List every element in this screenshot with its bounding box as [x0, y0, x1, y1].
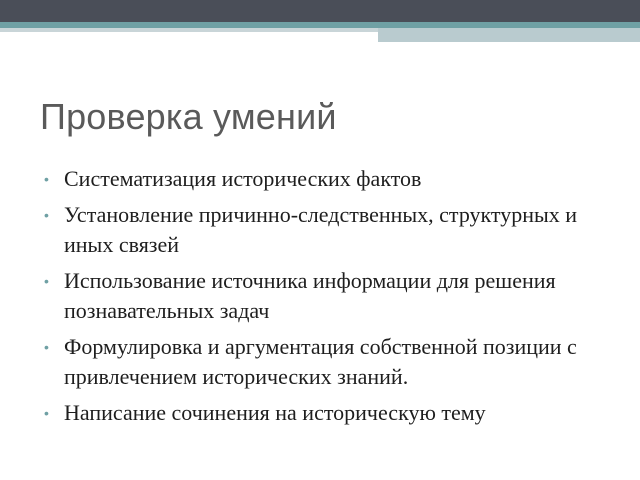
slide-title: Проверка умений [40, 96, 337, 137]
bullet-dot-icon: • [44, 207, 49, 223]
bullet-item [44, 200, 624, 260]
bullet-list [44, 164, 624, 434]
bullet-dot-icon: • [44, 339, 49, 355]
header-light-stripe-right [378, 28, 640, 42]
bullet-dot-icon: • [44, 171, 49, 187]
bullet-text: Систематизация исторических фактов [64, 166, 422, 191]
bullet-text: Формулировка и аргументация собственной позиции с привлечением исторических знаний. [64, 334, 577, 389]
bullet-dot-icon: • [44, 273, 49, 289]
bullet-item [44, 164, 624, 194]
bullet-text: Написание сочинения на историческую тему [64, 400, 486, 425]
header-dark-band [0, 0, 640, 22]
bullet-text: Установление причинно-следственных, структурных и иных связей [64, 202, 578, 257]
bullet-dot-icon: • [44, 405, 49, 421]
bullet-item [44, 398, 624, 428]
header-light-stripe-left [0, 28, 378, 32]
bullet-text: Использование источника информации для решения познавательных задач [64, 268, 556, 323]
bullet-item [44, 266, 624, 326]
bullet-item [44, 332, 624, 392]
